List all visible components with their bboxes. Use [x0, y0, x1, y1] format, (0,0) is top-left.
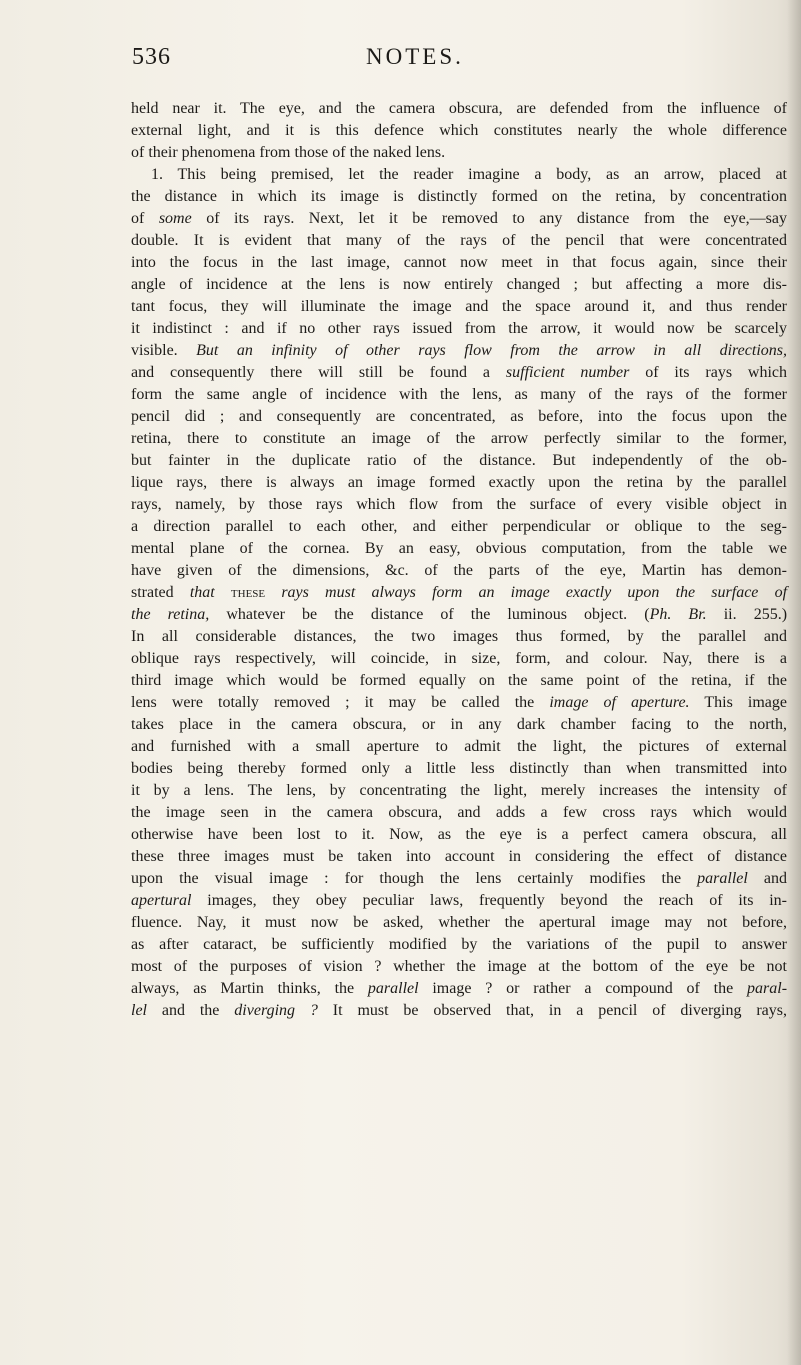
running-head: NOTES.	[366, 44, 464, 69]
text-line	[131, 560, 787, 582]
text-line	[131, 912, 787, 934]
text-line	[131, 956, 787, 978]
text-line	[131, 252, 787, 274]
text-line	[131, 362, 787, 384]
text-line	[131, 802, 787, 824]
italic-text: that	[189, 584, 215, 601]
text-segment: into the focus in the last image, cannot now meet in that focus again, since their	[131, 254, 787, 271]
text-line	[131, 516, 787, 538]
text-segment: but fainter in the duplicate ratio of the distance. But independently of the ob-	[131, 452, 787, 469]
text-line	[131, 692, 787, 714]
page-edge-shadow	[787, 0, 801, 1365]
text-line	[131, 230, 787, 252]
page-number: 536	[132, 44, 171, 70]
text-line	[131, 494, 787, 516]
text-line	[131, 934, 787, 956]
text-line	[131, 824, 787, 846]
text-line	[131, 296, 787, 318]
text-segment: lique rays, there is always an image formed exactly upon the retina by the parallel	[131, 474, 787, 491]
text-segment: as after cataract, be sufficiently modified by the variations of the pupil to answer	[131, 936, 787, 953]
text-line	[131, 340, 787, 362]
text-line	[131, 186, 787, 208]
text-segment: This image	[689, 694, 787, 711]
italic-text: apertural	[131, 892, 192, 909]
text-segment: otherwise have been lost to it. Now, as the eye is a perfect camera obscura, all	[131, 826, 787, 843]
text-segment: always, as Martin thinks, the	[131, 980, 368, 997]
text-line	[131, 428, 787, 450]
italic-text: diverging ?	[234, 1002, 318, 1019]
text-line	[131, 714, 787, 736]
small-caps-text: these	[230, 584, 266, 601]
text-segment: and	[747, 870, 788, 887]
text-line	[131, 318, 787, 340]
text-line	[131, 582, 787, 604]
text-line	[131, 120, 787, 142]
text-segment: third image which would be formed equally on the same point of the retina, if the	[131, 672, 787, 689]
text-segment: of their phenomena from those of the naked lens.	[131, 144, 446, 161]
text-line	[131, 780, 787, 802]
text-segment: bodies being thereby formed only a little less distinctly than when transmitted into	[131, 760, 787, 777]
text-segment: it by a lens. The lens, by concentrating the light, merely increases the intensity of	[131, 782, 787, 799]
text-segment: these three images must be taken into account in considering the effect of distance	[131, 848, 787, 865]
text-segment: mental plane of the cornea. By an easy, obvious computation, from the table we	[131, 540, 787, 557]
text-segment	[215, 584, 231, 601]
text-line	[131, 670, 787, 692]
text-line	[131, 98, 787, 120]
text-segment: of	[131, 210, 159, 227]
text-segment: external light, and it is this defence which constitutes nearly the whole difference	[131, 122, 787, 139]
text-segment: fluence. Nay, it must now be asked, whether the apertural image may not before,	[131, 914, 787, 931]
text-segment: pencil did ; and consequently are concentrated, as before, into the focus upon the	[131, 408, 787, 425]
text-segment: oblique rays respectively, will coincide, in size, form, and colour. Nay, there is a	[131, 650, 787, 667]
italic-text: lel	[131, 1002, 147, 1019]
text-segment: the distance in which its image is distinctly formed on the retina, by concentration	[131, 188, 787, 205]
text-line	[131, 648, 787, 670]
text-segment: it indistinct : and if no other rays issued from the arrow, it would now be scarcely	[131, 320, 787, 337]
text-segment: ii. 255.)	[706, 606, 788, 623]
text-line	[131, 846, 787, 868]
text-segment	[265, 584, 281, 601]
text-line	[131, 208, 787, 230]
text-segment: lens were totally removed ; it may be called the	[131, 694, 550, 711]
text-line	[131, 406, 787, 428]
text-segment: and furnished with a small aperture to admit the light, the pictures of external	[131, 738, 787, 755]
text-segment: images, they obey peculiar laws, frequently beyond the reach of its in-	[191, 892, 787, 909]
text-segment: most of the purposes of vision ? whether the image at the bottom of the eye be not	[131, 958, 787, 975]
text-line	[131, 164, 787, 186]
text-line	[131, 626, 787, 648]
text-line	[131, 274, 787, 296]
text-segment: have given of the dimensions, &c. of the parts of the eye, Martin has demon-	[131, 562, 787, 579]
text-segment: tant focus, they will illuminate the image and the space around it, and thus render	[131, 298, 787, 315]
text-segment: visible.	[131, 342, 197, 359]
text-segment: a direction parallel to each other, and either perpendicular or oblique to the seg-	[131, 518, 787, 535]
text-segment: the image seen in the camera obscura, and adds a few cross rays which would	[131, 804, 787, 821]
text-segment: and the	[147, 1002, 235, 1019]
italic-text: paral-	[747, 980, 788, 997]
italic-text: the retina,	[131, 606, 210, 623]
text-segment: of its rays. Next, let it be removed to any distance from the eye,—say	[191, 210, 788, 227]
text-line	[131, 736, 787, 758]
text-segment: It must be observed that, in a pencil of diverging rays,	[317, 1002, 787, 1019]
text-line	[131, 472, 787, 494]
text-segment: double. It is evident that many of the rays of the pencil that were concentrated	[131, 232, 787, 249]
italic-text: sufficient number	[505, 364, 630, 381]
text-line	[131, 538, 787, 560]
italic-text: But an infinity of other rays flow from the arrow in all directions,	[196, 342, 788, 359]
body-text	[131, 98, 787, 1022]
text-segment: image ? or rather a compound of the	[418, 980, 748, 997]
text-line	[131, 758, 787, 780]
text-segment: of its rays which	[629, 364, 788, 381]
text-line	[131, 978, 787, 1000]
text-line	[131, 450, 787, 472]
text-line	[131, 142, 787, 164]
text-segment: In all considerable distances, the two images thus formed, by the parallel and	[131, 628, 787, 645]
italic-text: rays must always form an image exactly upon the surface of	[281, 584, 788, 601]
text-segment: 1. This being premised, let the reader imagine a body, as an arrow, placed at	[151, 166, 787, 183]
italic-text: some	[158, 210, 192, 227]
text-segment: form the same angle of incidence with the lens, as many of the rays of the former	[131, 386, 787, 403]
italic-text: Ph. Br.	[649, 606, 707, 623]
page-header	[0, 44, 801, 84]
text-segment: whatever be the distance of the luminous object. (	[209, 606, 650, 623]
text-segment: and consequently there will still be found a	[131, 364, 506, 381]
italic-text: image of aperture.	[549, 694, 690, 711]
text-segment: rays, namely, by those rays which flow from the surface of every visible object in	[131, 496, 787, 513]
text-segment: upon the visual image : for though the lens certainly modifies the	[131, 870, 698, 887]
text-segment: takes place in the camera obscura, or in any dark chamber facing to the north,	[131, 716, 787, 733]
text-line	[131, 604, 787, 626]
text-segment: retina, there to constitute an image of the arrow perfectly similar to the former,	[131, 430, 787, 447]
text-segment: strated	[131, 584, 190, 601]
text-line	[131, 868, 787, 890]
text-segment: held near it. The eye, and the camera obscura, are defended from the influence of	[131, 100, 787, 117]
text-line	[131, 384, 787, 406]
italic-text: parallel	[367, 980, 419, 997]
text-line	[131, 890, 787, 912]
text-segment: angle of incidence at the lens is now entirely changed ; but affecting a more dis-	[131, 276, 787, 293]
italic-text: parallel	[697, 870, 748, 887]
text-line	[131, 1000, 787, 1022]
